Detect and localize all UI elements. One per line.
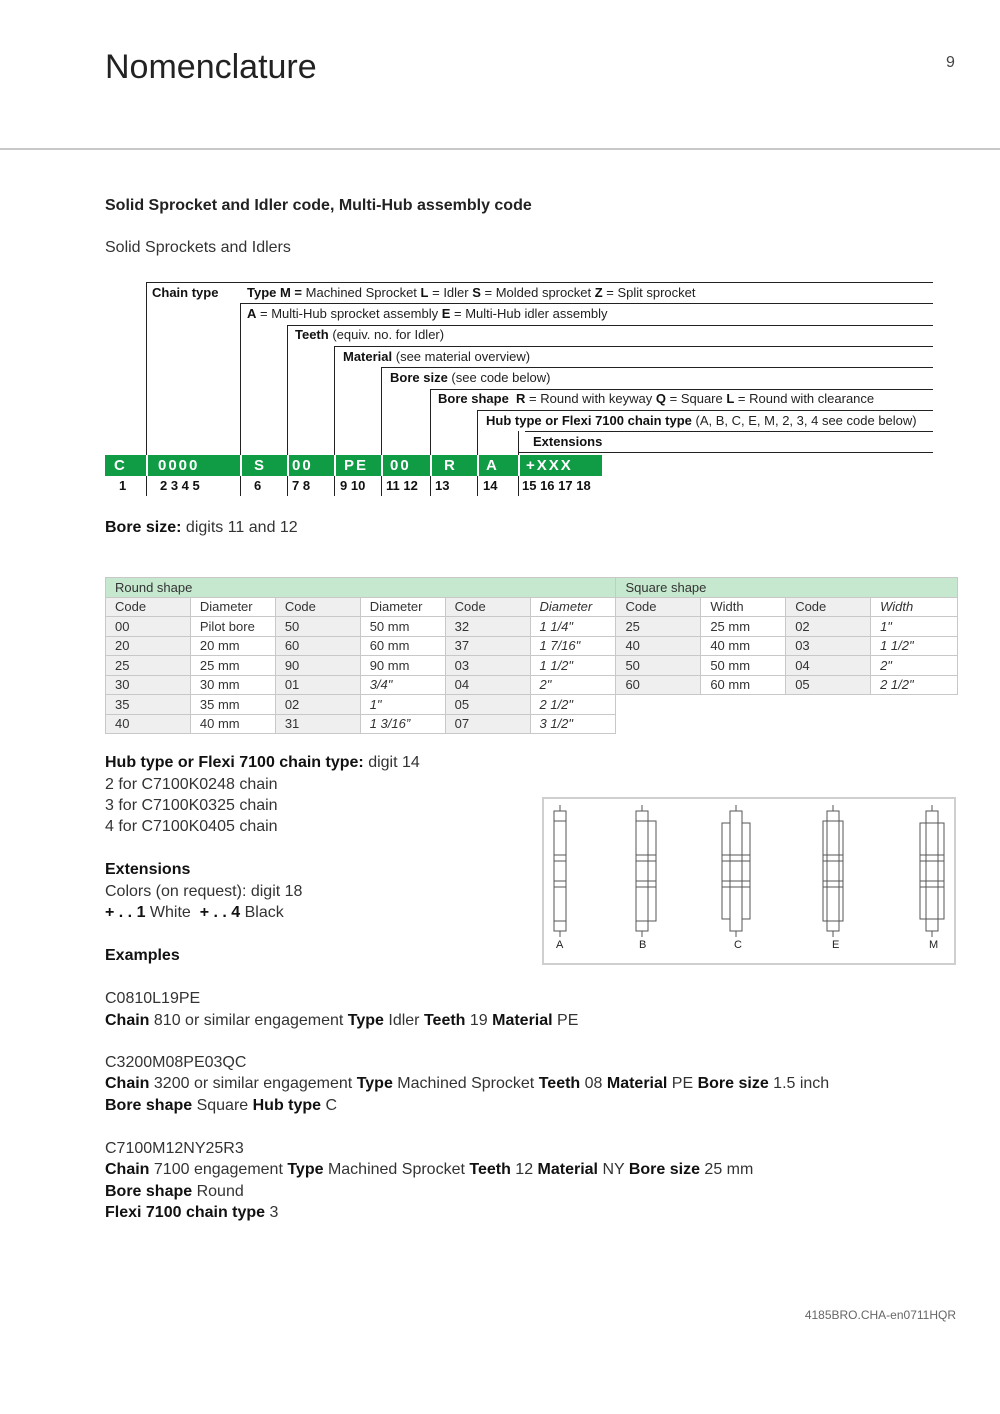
table-column-header-row — [106, 597, 958, 617]
diagram-row-type: Type M = Machined Sprocket L = Idler S = Molded sprocket Z = Split sprocket — [247, 285, 696, 300]
code-bar-separator — [518, 455, 520, 476]
examples-heading: Examples — [105, 947, 180, 964]
table-cell: 20 mm — [190, 636, 275, 656]
table-row — [106, 617, 958, 637]
column-header: Diameter — [360, 597, 445, 617]
column-header: Code — [106, 597, 191, 617]
code-bar-separator — [381, 455, 383, 476]
table-cell: 1 3/16” — [360, 714, 445, 734]
table-cell: 50 mm — [360, 617, 445, 637]
hub-type-heading: Hub type or Flexi 7100 chain type: digit 14 — [105, 754, 420, 771]
table-cell: 02 — [275, 695, 360, 715]
section-subheading: Solid Sprockets and Idlers — [105, 239, 291, 256]
table-cell: 50 mm — [701, 656, 786, 676]
digit-separator — [430, 476, 431, 496]
code-cell: S — [254, 457, 267, 474]
table-cell: 30 mm — [190, 675, 275, 695]
diagram-row-bore-size: Bore size (see code below) — [390, 370, 551, 385]
table-cell: 05 — [445, 695, 530, 715]
extensions-colors: Colors (on request): digit 18 — [105, 883, 303, 900]
table-cell: 04 — [445, 675, 530, 695]
digit-separator — [518, 476, 519, 496]
digit-label: 6 — [254, 478, 262, 493]
hub-drawing-m — [920, 805, 944, 937]
hub-drawing-b — [636, 805, 656, 937]
column-header: Code — [275, 597, 360, 617]
table-cell: 03 — [786, 636, 871, 656]
table-empty-cell — [616, 714, 958, 734]
table-cell: 37 — [445, 636, 530, 656]
table-cell: 50 — [616, 656, 701, 676]
table-cell: 40 mm — [190, 714, 275, 734]
table-cell: 3/4" — [360, 675, 445, 695]
table-cell: 2" — [871, 656, 958, 676]
code-bar-separator — [430, 455, 432, 476]
table-row — [106, 656, 958, 676]
code-cell: R — [444, 457, 457, 474]
hub-type-item: 3 for C7100K0325 chain — [105, 797, 278, 814]
example-2-description: Chain 3200 or similar engagement Type Machined Sprocket Teeth 08 Material PE Bore size 1.5 inch — [105, 1075, 830, 1092]
hub-label-m: M — [929, 939, 939, 951]
table-cell: 25 — [616, 617, 701, 637]
diagram-row-bore-shape: Bore shape R = Round with keyway Q = Square L = Round with clearance — [438, 391, 875, 406]
example-1-description: Chain 810 or similar engagement Type Idler Teeth 19 Material PE — [105, 1012, 579, 1029]
table-cell: 25 — [106, 656, 191, 676]
square-shape-header: Square shape — [616, 578, 958, 598]
digit-label: 9 10 — [340, 478, 366, 493]
code-bar-separator — [146, 455, 148, 476]
table-cell: 05 — [786, 675, 871, 695]
leader-line-type — [240, 303, 933, 304]
table-cell: 31 — [275, 714, 360, 734]
code-cell: +XXX — [526, 457, 573, 474]
code-bar-separator — [287, 455, 289, 476]
table-row — [106, 695, 958, 715]
code-cell: 00 — [292, 457, 313, 474]
digit-label: 11 12 — [386, 478, 418, 493]
column-header: Code — [616, 597, 701, 617]
table-cell: 50 — [275, 617, 360, 637]
column-header: Code — [786, 597, 871, 617]
extensions-color-options: + . . 1 White + . . 4 Black — [105, 904, 284, 921]
leader-vline-7 — [477, 410, 478, 455]
document-code: 4185BRO.CHA-en0711HQR — [804, 1308, 956, 1322]
leader-vline-4 — [334, 346, 335, 455]
leader-vline-8 — [518, 431, 519, 455]
table-row — [106, 714, 958, 734]
hub-sprocket-drawings — [544, 799, 954, 963]
bore-size-heading: Bore size: digits 11 and 12 — [105, 519, 298, 536]
diagram-row-teeth: Teeth (equiv. no. for Idler) — [295, 327, 445, 342]
table-empty-cell — [616, 695, 958, 715]
digit-label: 2 3 4 5 — [160, 478, 200, 493]
leader-line-chain-type — [146, 282, 933, 283]
leader-line-extensions-top — [525, 431, 933, 432]
hub-type-item: 2 for C7100K0248 chain — [105, 776, 278, 793]
leader-line-extensions — [518, 452, 933, 453]
digit-separator — [477, 476, 478, 496]
bore-size-table — [105, 577, 958, 734]
table-cell: 1 1/2" — [530, 656, 616, 676]
example-2-code: C3200M08PE03QC — [105, 1054, 247, 1071]
digit-label: 13 — [435, 478, 450, 493]
table-cell: 90 mm — [360, 656, 445, 676]
leader-vline-5 — [381, 367, 382, 455]
code-cell: 00 — [390, 457, 411, 474]
table-cell: 07 — [445, 714, 530, 734]
hub-type-figure — [542, 797, 956, 965]
table-cell: Pilot bore — [190, 617, 275, 637]
digit-label: 7 8 — [292, 478, 311, 493]
digit-label: 14 — [483, 478, 498, 493]
digit-separator — [287, 476, 288, 496]
table-cell: 1" — [871, 617, 958, 637]
page-title: Nomenclature — [105, 48, 317, 86]
digit-separator — [381, 476, 382, 496]
leader-line-hub-type — [477, 410, 933, 411]
hub-drawing-e — [823, 805, 843, 937]
table-cell: 40 — [106, 714, 191, 734]
table-cell: 90 — [275, 656, 360, 676]
column-header: Width — [871, 597, 958, 617]
table-cell: 60 — [616, 675, 701, 695]
table-cell: 2 1/2" — [871, 675, 958, 695]
table-cell: 3 1/2" — [530, 714, 616, 734]
table-cell: 01 — [275, 675, 360, 695]
hub-label-b: B — [639, 939, 647, 951]
table-cell: 00 — [106, 617, 191, 637]
table-cell: 02 — [786, 617, 871, 637]
table-cell: 35 — [106, 695, 191, 715]
code-cell: A — [486, 457, 499, 474]
table-cell: 20 — [106, 636, 191, 656]
leader-vline-3 — [287, 325, 288, 455]
table-cell: 60 mm — [360, 636, 445, 656]
diagram-row-chain-type: Chain type — [152, 285, 219, 300]
digit-separator — [240, 476, 241, 496]
header-divider — [0, 148, 1000, 150]
hub-label-a: A — [556, 939, 564, 951]
example-2-description-2: Bore shape Square Hub type C — [105, 1097, 338, 1114]
code-cell: C — [114, 457, 127, 474]
table-cell: 1" — [360, 695, 445, 715]
table-cell: 40 mm — [701, 636, 786, 656]
section-heading: Solid Sprocket and Idler code, Multi-Hub assembly code — [105, 197, 532, 214]
column-header: Diameter — [190, 597, 275, 617]
diagram-row-hub-type: Hub type or Flexi 7100 chain type (A, B, C, E, M, 2, 3, 4 see code below) — [486, 413, 917, 428]
round-shape-header: Round shape — [106, 578, 616, 598]
digit-separator — [334, 476, 335, 496]
example-1-code: C0810L19PE — [105, 990, 201, 1007]
code-cell: 0000 — [158, 457, 200, 474]
digit-label: 1 — [119, 478, 127, 493]
digit-separator — [146, 476, 147, 496]
column-header: Width — [701, 597, 786, 617]
leader-line-material — [334, 346, 933, 347]
table-cell: 35 mm — [190, 695, 275, 715]
hub-drawing-a — [554, 805, 566, 937]
digit-label: 15 16 17 18 — [522, 478, 591, 493]
code-cell: PE — [344, 457, 369, 474]
code-bar-separator — [334, 455, 336, 476]
example-3-description-2: Bore shape Round — [105, 1183, 244, 1200]
table-cell: 2" — [530, 675, 616, 695]
leader-vline-2 — [240, 303, 241, 455]
extensions-heading: Extensions — [105, 861, 191, 878]
table-cell: 1 1/2" — [871, 636, 958, 656]
hub-type-item: 4 for C7100K0405 chain — [105, 818, 278, 835]
table-cell: 25 mm — [190, 656, 275, 676]
table-cell: 30 — [106, 675, 191, 695]
table-cell: 60 mm — [701, 675, 786, 695]
code-bar-separator — [240, 455, 242, 476]
column-header: Diameter — [530, 597, 616, 617]
hub-drawing-c — [722, 805, 750, 937]
table-cell: 40 — [616, 636, 701, 656]
table-cell: 1 1/4" — [530, 617, 616, 637]
table-cell: 2 1/2" — [530, 695, 616, 715]
leader-vline-6 — [430, 389, 431, 455]
diagram-row-extensions: Extensions — [533, 434, 603, 449]
diagram-row-material: Material (see material overview) — [343, 349, 531, 364]
table-row — [106, 636, 958, 656]
page-number: 9 — [946, 54, 955, 71]
leader-vline-1 — [146, 282, 147, 455]
code-bar-separator — [477, 455, 479, 476]
table-cell: 04 — [786, 656, 871, 676]
table-cell: 32 — [445, 617, 530, 637]
table-cell: 03 — [445, 656, 530, 676]
example-3-description: Chain 7100 engagement Type Machined Sprocket Teeth 12 Material NY Bore size 25 mm — [105, 1161, 754, 1178]
leader-line-bore-size — [381, 367, 933, 368]
hub-label-e: E — [832, 939, 840, 951]
column-header: Code — [445, 597, 530, 617]
table-row — [106, 675, 958, 695]
table-cell: 60 — [275, 636, 360, 656]
example-3-code: C7100M12NY25R3 — [105, 1140, 244, 1157]
example-3-description-3: Flexi 7100 chain type 3 — [105, 1204, 279, 1221]
table-cell: 1 7/16" — [530, 636, 616, 656]
diagram-row-type-multihub: A = Multi-Hub sprocket assembly E = Multi-Hub idler assembly — [247, 306, 608, 321]
table-group-header-row — [106, 578, 958, 598]
hub-label-c: C — [734, 939, 742, 951]
table-cell: 25 mm — [701, 617, 786, 637]
